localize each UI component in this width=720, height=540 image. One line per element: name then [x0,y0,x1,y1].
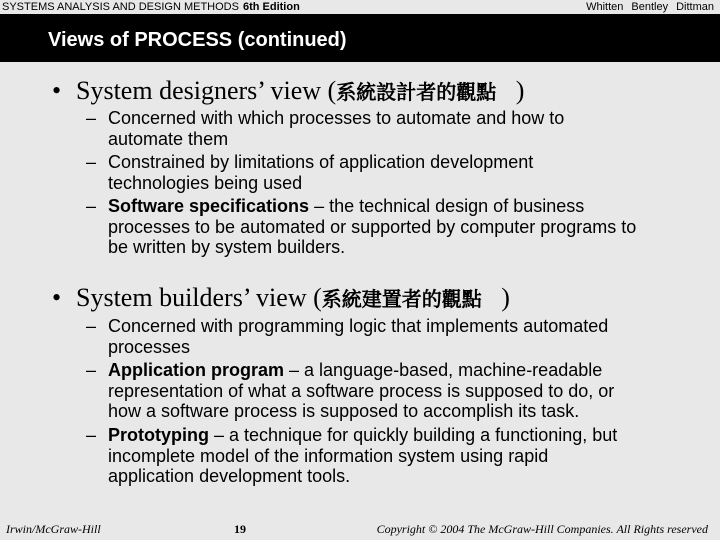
bullet-close-paren: ) [501,283,510,312]
list-item: – Prototyping – a technique for quickly building a functioning, but incomplete model of the information system using rapid application development tools. [86,425,618,486]
list-item: – Application program – a language-based, machine-readable representation of what a software process is supposed to do, or how a software process is supposed to accomplish its task. [86,360,615,421]
list-item: – Software specifications – the technical design of business processes to be automated or supported by computer programs to be written by system builders. [86,196,637,257]
bullet-cjk-text: 系統建置者的觀點 [321,287,482,311]
publisher: Irwin/McGraw-Hill [6,522,101,536]
bullet-close-paren: ) [515,76,525,105]
copyright: Copyright © 2004 The McGraw-Hill Companies. All Rights reserved [376,522,708,536]
authors [578,0,714,14]
slide-footer [0,522,720,540]
bullet-cjk-text: 系統設計者的觀點 [336,80,497,104]
edition: 6th Edition [242,1,300,13]
term: Application program [108,360,285,380]
slide-header [0,0,720,14]
bullet-text: System builders’ view ( [76,283,322,312]
list-item: – Concerned with which processes to automate and how to automate them [86,108,565,149]
author-1: Whitten [586,1,624,13]
term: Software specifications [108,196,310,216]
bullet-builders-view: • System builders’ view (系統建置者的觀點 ) [52,283,510,312]
page-number: 19 [234,522,246,536]
term: Prototyping [108,425,209,445]
book-title [2,0,300,14]
author-2: Bentley [631,1,669,13]
list-item: – Concerned with programming logic that implements automated processes [86,316,609,357]
author-3: Dittman [676,1,714,13]
bullet-text: System designers’ view ( [76,76,337,105]
slide-title: Views of PROCESS (continued) [48,29,347,51]
book-name: SYSTEMS ANALYSIS AND DESIGN METHODS [2,1,239,13]
list-item: – Constrained by limitations of application development technologies being used [86,152,534,193]
title-bar [0,14,720,62]
bullet-designers-view: • System designers’ view (系統設計者的觀點 ) [52,76,525,105]
